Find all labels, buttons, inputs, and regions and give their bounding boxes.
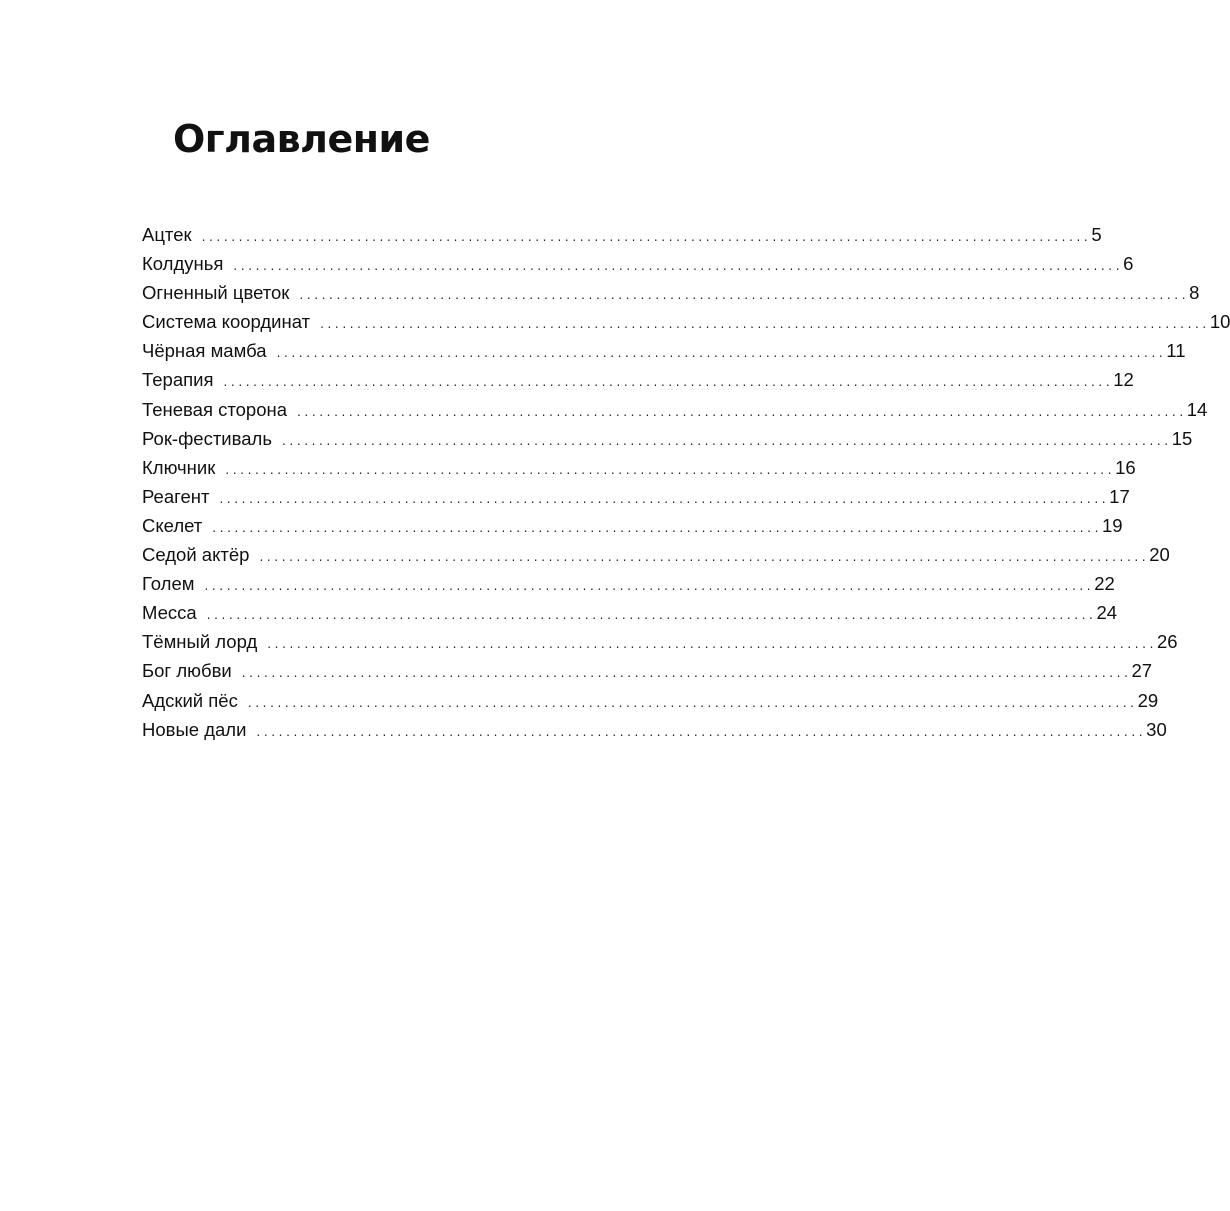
toc-entry[interactable] xyxy=(142,220,1102,249)
toc-entry-page-number: 12 xyxy=(1113,369,1134,391)
toc-entry-title: Колдунья xyxy=(142,253,224,275)
toc-entry[interactable] xyxy=(142,395,1208,424)
toc-entry-page-number: 30 xyxy=(1146,718,1167,740)
toc-entry-page-number: 16 xyxy=(1115,456,1136,478)
toc-entry-title: Ключник xyxy=(142,456,216,478)
dot-leader: ........................................................................................................................ xyxy=(233,259,1124,274)
toc-entry[interactable] xyxy=(142,249,1134,278)
toc-entry-title: Терапия xyxy=(142,369,214,391)
toc-entry[interactable] xyxy=(142,424,1193,453)
toc-entry[interactable] xyxy=(142,365,1134,394)
toc-entry[interactable] xyxy=(142,511,1123,540)
toc-entry-title: Седой актёр xyxy=(142,544,250,566)
toc-entry-title: Огненный цветок xyxy=(142,282,290,304)
dot-leader: ........................................................................................................................ xyxy=(247,695,1138,710)
toc-entry-page-number: 27 xyxy=(1131,660,1153,682)
dot-leader: ........................................................................................................................ xyxy=(206,608,1097,623)
dot-leader: ........................................................................................................................ xyxy=(225,462,1116,477)
toc-entry-page-number: 17 xyxy=(1109,485,1130,507)
toc-entry-title: Чёрная мамба xyxy=(142,340,267,362)
toc-entry[interactable] xyxy=(142,627,1178,656)
toc-entry-page-number: 5 xyxy=(1091,224,1102,245)
toc-entry-page-number: 10 xyxy=(1209,311,1230,333)
dot-leader: ........................................................................................................................ xyxy=(212,520,1103,535)
toc-entry-page-number: 22 xyxy=(1094,573,1115,595)
toc-entry[interactable] xyxy=(142,540,1170,569)
dot-leader: ........................................................................................................................ xyxy=(204,579,1095,594)
toc-entry-title: Тёмный лорд xyxy=(142,631,258,653)
toc-entry[interactable] xyxy=(142,482,1130,511)
dot-leader: ........................................................................................................................ xyxy=(320,317,1210,332)
table-of-contents xyxy=(142,220,1230,744)
toc-entry-page-number: 6 xyxy=(1123,253,1134,275)
toc-entry[interactable] xyxy=(142,336,1186,365)
toc-entry-title: Месса xyxy=(142,602,197,624)
toc-entry-page-number: 20 xyxy=(1149,544,1170,566)
dot-leader: ........................................................................................................................ xyxy=(201,230,1092,244)
dot-leader: ........................................................................................................................ xyxy=(241,666,1132,681)
toc-entry[interactable] xyxy=(142,278,1200,307)
toc-entry-page-number: 11 xyxy=(1166,340,1186,362)
toc-entry-title: Рок-фестиваль xyxy=(142,427,272,449)
toc-entry-page-number: 15 xyxy=(1171,427,1193,449)
dot-leader: ........................................................................................................................ xyxy=(219,491,1110,506)
dot-leader: ........................................................................................................................ xyxy=(256,724,1147,739)
dot-leader: ........................................................................................................................ xyxy=(223,375,1114,390)
toc-entry-title: Ацтек xyxy=(142,224,192,245)
toc-entry[interactable] xyxy=(142,656,1153,685)
toc-entry[interactable] xyxy=(142,307,1230,336)
toc-entry-title: Система координат xyxy=(142,311,311,333)
toc-entry-page-number: 19 xyxy=(1102,514,1123,536)
toc-entry[interactable] xyxy=(142,686,1159,715)
page-title: Оглавление xyxy=(173,117,430,161)
dot-leader: ........................................................................................................................ xyxy=(281,433,1172,448)
toc-entry-title: Адский пёс xyxy=(142,689,238,711)
toc-entry[interactable] xyxy=(142,715,1167,744)
dot-leader: ........................................................................................................................ xyxy=(297,404,1187,419)
toc-entry-title: Голем xyxy=(142,573,195,595)
toc-entry-title: Бог любви xyxy=(142,660,232,682)
toc-entry[interactable] xyxy=(142,569,1115,598)
toc-entry-page-number: 14 xyxy=(1186,398,1208,420)
dot-leader: ........................................................................................................................ xyxy=(259,550,1150,565)
toc-entry-page-number: 29 xyxy=(1137,689,1159,711)
toc-entry-page-number: 8 xyxy=(1189,282,1200,304)
toc-entry-title: Теневая сторона xyxy=(142,398,288,420)
dot-leader: ........................................................................................................................ xyxy=(299,288,1190,303)
toc-entry-title: Скелет xyxy=(142,514,203,536)
toc-entry-page-number: 26 xyxy=(1156,631,1178,653)
toc-entry[interactable] xyxy=(142,453,1136,482)
toc-entry-title: Новые дали xyxy=(142,718,247,740)
toc-entry[interactable] xyxy=(142,598,1118,627)
dot-leader: ........................................................................................................................ xyxy=(276,346,1167,361)
toc-entry-title: Реагент xyxy=(142,485,210,507)
dot-leader: ........................................................................................................................ xyxy=(267,637,1157,652)
toc-entry-page-number: 24 xyxy=(1096,602,1118,624)
